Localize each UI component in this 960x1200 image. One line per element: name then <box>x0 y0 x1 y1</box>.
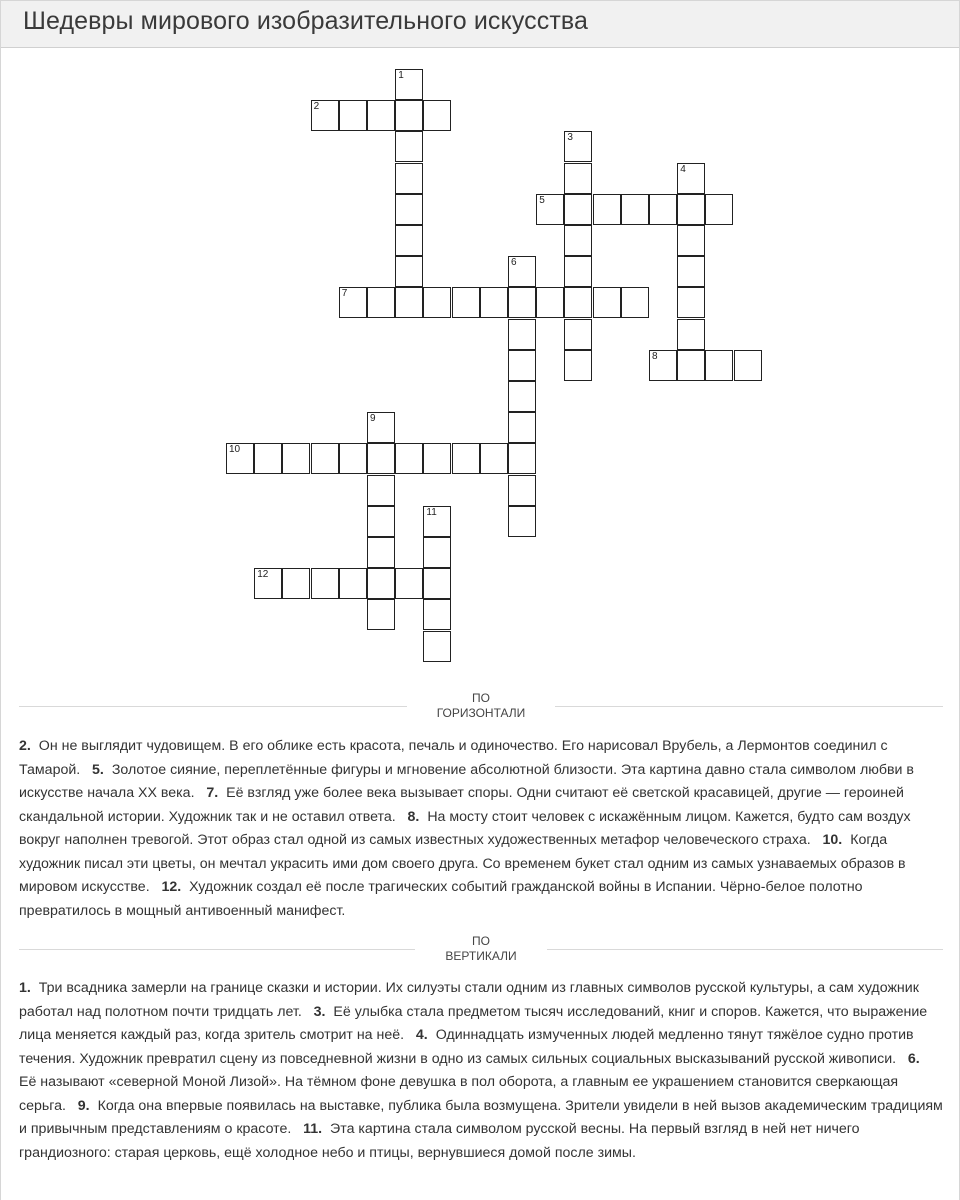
crossword-cell[interactable] <box>367 599 395 630</box>
crossword-cell[interactable] <box>677 225 705 256</box>
clue-number: 2. <box>19 738 31 754</box>
cell-number: 12 <box>257 569 269 581</box>
crossword-cell[interactable] <box>395 287 423 318</box>
crossword-cell[interactable] <box>649 194 677 225</box>
clue-number: 8. <box>407 808 420 825</box>
clue-number: 1. <box>19 980 31 996</box>
crossword-cell[interactable] <box>508 381 536 412</box>
crossword-cell[interactable] <box>508 319 536 350</box>
crossword-cell[interactable] <box>564 225 592 256</box>
crossword-cell[interactable] <box>339 100 367 131</box>
crossword-cell[interactable] <box>705 194 733 225</box>
crossword-cell[interactable] <box>395 256 423 287</box>
clue-number: 7. <box>206 785 219 801</box>
title-bar <box>0 0 960 48</box>
crossword-cell[interactable] <box>564 256 592 287</box>
crossword-cell[interactable] <box>339 287 367 318</box>
crossword-cell[interactable] <box>677 350 705 381</box>
crossword-cell[interactable] <box>367 412 395 443</box>
crossword-cell[interactable] <box>367 506 395 537</box>
crossword-cell[interactable] <box>564 194 592 225</box>
clue-number: 5. <box>92 761 104 778</box>
crossword-cell[interactable] <box>564 319 592 350</box>
crossword-cell[interactable] <box>564 131 592 162</box>
clue-text: На мосту стоит человек с искажённым лицом. Кажется, будто сам воздух вокруг наполнен тревогой. Этот образ стал одной из самых известных художественных метафор человеческого страха. <box>19 808 911 848</box>
crossword-cell[interactable] <box>508 350 536 381</box>
crossword-cell[interactable] <box>423 537 451 568</box>
crossword-cell[interactable] <box>677 256 705 287</box>
down-divider-left <box>19 949 415 950</box>
cell-number: 2 <box>313 101 320 113</box>
crossword-cell[interactable] <box>564 163 592 194</box>
cell-number: 9 <box>370 413 376 425</box>
clue-text: Одиннадцать измученных людей медленно тянут тяжёлое судно против течения. Художник превратил сцену из повседневной жизни в одно из самых сильных социальных высказываний русской живописи. <box>19 1027 914 1067</box>
crossword-cell[interactable] <box>508 256 536 287</box>
crossword-cell[interactable] <box>395 194 423 225</box>
cell-number: 1 <box>398 70 404 81</box>
crossword-cell[interactable] <box>677 163 705 194</box>
crossword-cell[interactable] <box>705 350 733 381</box>
cell-number: 5 <box>539 194 545 206</box>
clue-number: 4. <box>415 1027 428 1043</box>
across-heading-line-2: ГОРИЗОНТАЛИ <box>436 706 526 720</box>
clue-number: 3. <box>313 1003 326 1020</box>
crossword-cell[interactable] <box>423 599 451 630</box>
crossword-cell[interactable] <box>395 225 423 256</box>
crossword-cell[interactable] <box>367 568 395 599</box>
crossword-cell[interactable] <box>395 568 423 599</box>
crossword-cell[interactable] <box>508 506 536 537</box>
crossword-cell[interactable] <box>452 443 480 474</box>
crossword-cell[interactable] <box>311 100 339 131</box>
cell-number: 7 <box>341 288 348 300</box>
crossword-cell[interactable] <box>508 475 536 506</box>
crossword-cell[interactable] <box>423 506 451 537</box>
crossword-cell[interactable] <box>254 568 282 599</box>
crossword-cell[interactable] <box>339 443 367 474</box>
down-heading <box>381 934 581 964</box>
cell-number: 6 <box>511 257 517 269</box>
crossword-cell[interactable] <box>677 194 705 225</box>
crossword-cell[interactable] <box>508 412 536 443</box>
crossword-cell[interactable] <box>452 287 480 318</box>
crossword-cell[interactable] <box>367 537 395 568</box>
across-divider-left <box>19 706 407 707</box>
crossword-cell[interactable] <box>226 443 254 474</box>
clue-number: 10. <box>822 832 843 848</box>
crossword-cell[interactable] <box>480 287 508 318</box>
crossword-cell[interactable] <box>536 287 564 318</box>
clue-number: 9. <box>77 1097 90 1114</box>
crossword-cell[interactable] <box>395 163 423 194</box>
clue-number: 11. <box>303 1121 323 1137</box>
cell-number: 11 <box>426 506 437 518</box>
crossword-cell[interactable] <box>367 287 395 318</box>
cell-number: 4 <box>680 163 686 175</box>
clue-number: 12. <box>161 879 182 895</box>
crossword-cell[interactable] <box>395 131 423 162</box>
crossword-cell[interactable] <box>423 631 451 662</box>
cell-number: 10 <box>229 444 241 456</box>
crossword-cell[interactable] <box>395 100 423 131</box>
crossword-cell[interactable] <box>311 443 339 474</box>
across-heading-line-1: ПО <box>472 691 490 705</box>
across-clues <box>19 735 943 923</box>
clue-text: Золотое сияние, переплетённые фигуры и мгновение абсолютной близости. Эта картина давно стала символом любви в искусстве начала ХХ века. <box>19 761 914 801</box>
crossword-cell[interactable] <box>282 568 310 599</box>
crossword-cell[interactable] <box>395 443 423 474</box>
crossword-cell[interactable] <box>677 319 705 350</box>
crossword-cell[interactable] <box>367 475 395 506</box>
clue-text: Художник создал её после трагических событий гражданской войны в Испании. Чёрно-белое полотно превратилось в мощный антивоенный манифест. <box>19 879 863 919</box>
crossword-cell[interactable] <box>564 287 592 318</box>
down-divider-right <box>547 949 943 950</box>
crossword-cell[interactable] <box>508 443 536 474</box>
crossword-cell[interactable] <box>677 287 705 318</box>
clue-text: Её улыбка стала предметом тысяч исследований, книг и споров. Кажется, что выражение лица меняется каждый раз, когда зритель смотрит на неё. <box>19 1003 928 1043</box>
clue-number: 6. <box>907 1050 920 1067</box>
clue-text: Эта картина стала символом русской весны. На первый взгляд в ней нет ничего грандиозного: старая церковь, ещё холодное небо и птицы, вернувшиеся домой после зимы. <box>19 1121 860 1161</box>
crossword-cell[interactable] <box>593 194 621 225</box>
clue-text: Он не выглядит чудовищем. В его облике есть красота, печаль и одиночество. Его нарисовал Врубель, а Лермонтов соединил с Тамарой. <box>19 738 888 778</box>
crossword-cell[interactable] <box>423 443 451 474</box>
crossword-cell[interactable] <box>423 287 451 318</box>
page-title: Шедевры мирового изобразительного искусства <box>23 7 589 35</box>
crossword-cell[interactable] <box>536 194 564 225</box>
clue-text: Три всадника замерли на границе сказки и истории. Их силуэты стали одним из главных символов русской культуры, а сам художник работал над полотном почти тридцать лет. <box>19 980 919 1020</box>
crossword-cell[interactable] <box>423 100 451 131</box>
down-heading-line-1: ПО <box>472 934 490 948</box>
crossword-cell[interactable] <box>621 194 649 225</box>
cell-number: 3 <box>567 132 573 144</box>
crossword-cell[interactable] <box>508 287 536 318</box>
crossword-cell[interactable] <box>367 443 395 474</box>
clue-text: Её взгляд уже более века вызывает споры. Одни считают её светской красавицей, другие — героиней скандальной истории. Художник так и не оставил ответа. <box>19 785 904 825</box>
crossword-cell[interactable] <box>480 443 508 474</box>
crossword-cell[interactable] <box>282 443 310 474</box>
across-heading <box>381 691 581 721</box>
clue-text: Её называют «северной Моной Лизой». На тёмном фоне девушка в пол оборота, а главным ее украшением становится сверкающая серьга. <box>19 1074 899 1114</box>
crossword-cell[interactable] <box>649 350 677 381</box>
clue-text: Когда художник писал эти цветы, он мечтал украсить ими дом своего друга. Со временем букет стал одним из самых узнаваемых образов в мировом искусстве. <box>19 832 906 895</box>
crossword-cell[interactable] <box>395 69 423 100</box>
crossword-cell[interactable] <box>621 287 649 318</box>
crossword-cell[interactable] <box>339 568 367 599</box>
crossword-cell[interactable] <box>311 568 339 599</box>
crossword-cell[interactable] <box>423 568 451 599</box>
down-heading-line-2: ВЕРТИКАЛИ <box>445 949 517 963</box>
across-divider-right <box>555 706 943 707</box>
cell-number: 8 <box>652 350 658 362</box>
crossword-cell[interactable] <box>254 443 282 474</box>
clue-text: Когда она впервые появилась на выставке, публика была возмущена. Зрители увидели в ней вызов академическим традициям и привычным представлениям о красоте. <box>19 1097 943 1137</box>
crossword-cell[interactable] <box>593 287 621 318</box>
crossword-cell[interactable] <box>734 350 762 381</box>
crossword-cell[interactable] <box>367 100 395 131</box>
crossword-cell[interactable] <box>564 350 592 381</box>
crossword-panel <box>0 47 960 1200</box>
down-clues <box>19 977 943 1165</box>
